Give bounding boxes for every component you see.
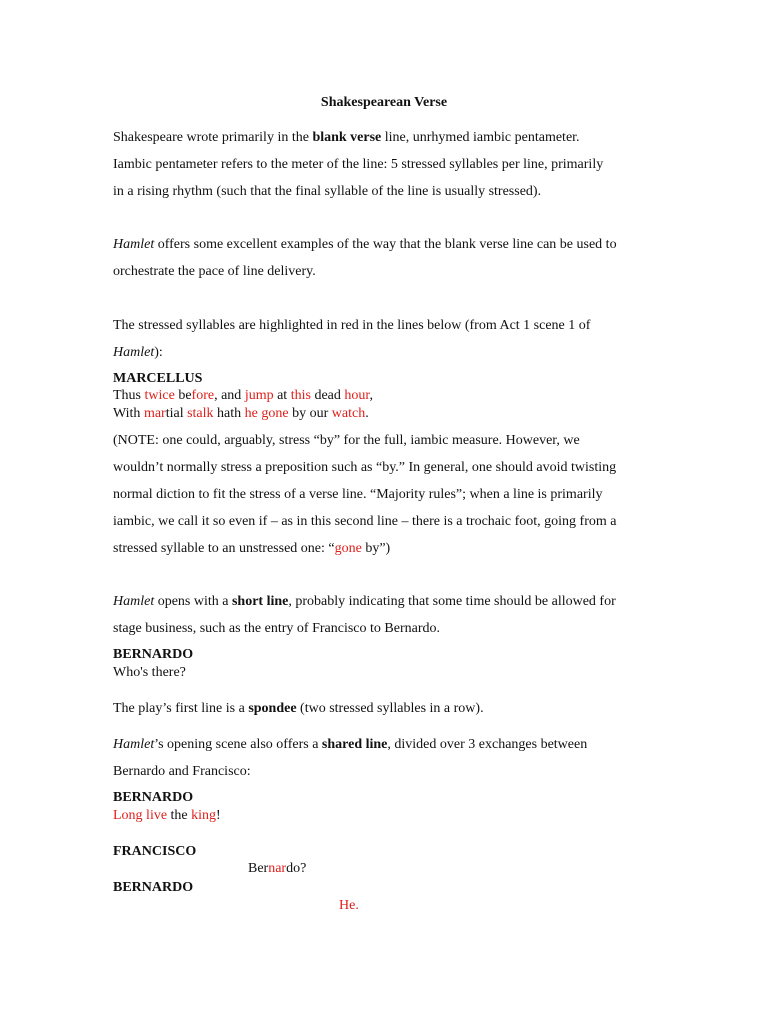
- syllable: !: [216, 808, 221, 823]
- syllable: With: [113, 406, 144, 421]
- syllable: Ber: [248, 861, 269, 876]
- stressed-syllable: stalk: [187, 406, 214, 421]
- syllable: hath: [213, 406, 245, 421]
- stressed-syllable: he gone: [244, 406, 289, 421]
- speaker-bernardo: BERNARDO: [113, 880, 194, 895]
- paragraph-2-line-2: orchestrate the pace of line delivery.: [113, 264, 316, 279]
- text: , divided over 3 exchanges between: [387, 737, 588, 752]
- paragraph-2-line-1: [113, 236, 617, 254]
- text: line, unrhymed iambic pentameter.: [381, 130, 580, 145]
- stressed-syllable: this: [290, 388, 311, 403]
- paragraph-4-line-1: [113, 593, 616, 611]
- syllable: ,: [369, 388, 373, 403]
- stressed-syllable: jump: [244, 388, 274, 403]
- syllable: tial: [165, 406, 188, 421]
- verse-line-indented: He.: [339, 898, 359, 913]
- paragraph-5: [113, 700, 484, 718]
- play-title: Hamlet: [113, 594, 155, 609]
- text: , probably indicating that some time should be allowed for: [288, 594, 616, 609]
- text: opens with a: [154, 594, 232, 609]
- paragraph-3-line-2: [113, 344, 163, 362]
- text: ):: [154, 345, 163, 360]
- stressed-syllable: fore: [191, 388, 215, 403]
- speaker-bernardo: BERNARDO: [113, 647, 194, 662]
- text: (two stressed syllables in a row).: [296, 701, 484, 716]
- term-short-line: short line: [231, 594, 289, 609]
- note-line-4: iambic, we call it so even if – as in this second line – there is a trochaic foot, going from a: [113, 514, 617, 529]
- text: stressed syllable to an unstressed one: “: [113, 541, 335, 556]
- verse-line: [113, 807, 221, 824]
- play-title: Hamlet: [113, 737, 155, 752]
- paragraph-1-line-2: Iambic pentameter refers to the meter of the line: 5 stressed syllables per line, primarily: [113, 157, 604, 172]
- text: The play’s first line is a: [113, 701, 249, 716]
- stressed-syllable: mar: [143, 406, 166, 421]
- text: Shakespeare wrote primarily in the: [113, 130, 313, 145]
- syllable: dead: [310, 388, 345, 403]
- syllable: , and: [214, 388, 245, 403]
- syllable: be: [174, 388, 192, 403]
- syllable: .: [365, 406, 369, 421]
- paragraph-6-line-2: Bernardo and Francisco:: [113, 764, 251, 779]
- syllable: the: [167, 808, 192, 823]
- verse-line: Who's there?: [113, 665, 186, 680]
- play-title: Hamlet: [113, 237, 155, 252]
- play-title: Hamlet: [113, 345, 155, 360]
- speaker-bernardo: BERNARDO: [113, 790, 194, 805]
- text: by”): [361, 541, 391, 556]
- paragraph-6-line-1: [113, 736, 587, 754]
- note-line-5: [113, 540, 390, 558]
- stressed-syllable: nar: [268, 861, 287, 876]
- term-spondee: spondee: [248, 701, 297, 716]
- note-line-1: (NOTE: one could, arguably, stress “by” for the full, iambic measure. However, we: [113, 433, 580, 448]
- syllable: do?: [286, 861, 307, 876]
- stressed-syllable: gone: [334, 541, 362, 556]
- paragraph-3-line-1: The stressed syllables are highlighted in red in the lines below (from Act 1 scene 1 of: [113, 318, 591, 333]
- note-line-2: wouldn’t normally stress a preposition such as “by.” In general, one should avoid twisting: [113, 460, 617, 475]
- speaker-francisco: FRANCISCO: [113, 844, 197, 859]
- verse-line-indented: [248, 860, 306, 877]
- verse-line-1: [113, 387, 373, 404]
- text: offers some excellent examples of the way that the blank verse line can be used to: [154, 237, 617, 252]
- paragraph-4-line-2: stage business, such as the entry of Francisco to Bernardo.: [113, 621, 440, 636]
- stressed-syllable: watch: [331, 406, 366, 421]
- text: ’s opening scene also offers a: [154, 737, 322, 752]
- paragraph-1-line-1: [113, 129, 580, 147]
- speaker-marcellus: MARCELLUS: [113, 371, 203, 386]
- syllable: Thus: [113, 388, 145, 403]
- stressed-syllable: twice: [144, 388, 175, 403]
- stressed-syllable: hour: [344, 388, 370, 403]
- paragraph-1-line-3: in a rising rhythm (such that the final syllable of the line is usually stressed).: [113, 184, 542, 199]
- page-title: Shakespearean Verse: [320, 95, 448, 110]
- stressed-syllable: Long live: [113, 808, 168, 823]
- syllable: by our: [288, 406, 332, 421]
- stressed-syllable: king: [191, 808, 217, 823]
- note-line-3: normal diction to fit the stress of a verse line. “Majority rules”; when a line is primarily: [113, 487, 603, 502]
- verse-line-2: [113, 405, 369, 422]
- syllable: at: [273, 388, 291, 403]
- term-shared-line: shared line: [321, 737, 388, 752]
- term-blank-verse: blank verse: [312, 130, 382, 145]
